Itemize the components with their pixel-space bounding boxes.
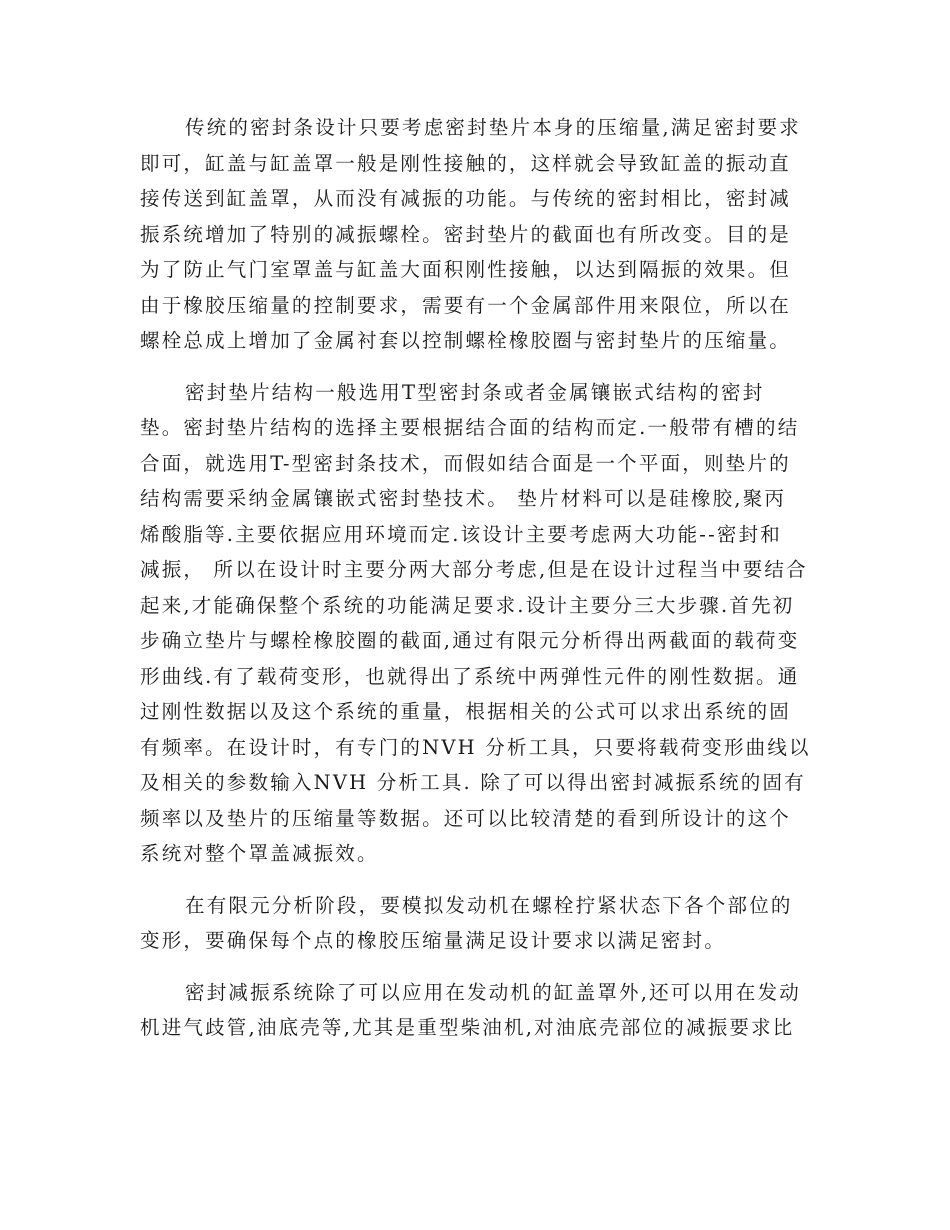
text-line: 由于橡胶压缩量的控制要求，需要有一个金属部件用来限位，所以在 <box>140 293 792 317</box>
text-line: 起来,才能确保整个系统的功能满足要求.设计主要分三大步骤.首先初 <box>140 593 795 617</box>
text-line: 密封垫片结构一般选用T型密封条或者金属镶嵌式结构的密封 <box>185 380 765 404</box>
paragraph-2 <box>140 375 820 872</box>
document-body <box>140 110 820 1062</box>
text-line: 振系统增加了特别的减振螺栓。密封垫片的截面也有所改变。目的是 <box>140 222 792 246</box>
text-line: 垫。密封垫片结构的选择主要根据结合面的结构而定.一般带有槽的结 <box>140 416 800 439</box>
text-line: 步确立垫片与螺栓橡胶圈的截面,通过有限元分析得出两截面的载荷变 <box>140 629 800 652</box>
text-line: 螺栓总成上增加了金属衬套以控制螺栓橡胶圈与密封垫片的压缩量。 <box>140 329 792 352</box>
text-line: 合面，就选用T-型密封条技术，而假如结合面是一个平面，则垫片的 <box>140 451 791 475</box>
text-line: 有频率。在设计时，有专门的NVH 分析工具，只要将载荷变形曲线以 <box>140 735 811 759</box>
paragraph-4 <box>140 975 820 1046</box>
text-line: 变形，要确保每个点的橡胶压缩量满足设计要求以满足密封。 <box>140 929 726 952</box>
text-line: 机进气歧管,油底壳等,尤其是重型柴油机,对油底壳部位的减振要求比 <box>140 1016 795 1039</box>
text-line: 烯酸脂等.主要依据应用环境而定.该设计主要考虑两大功能--密封和 <box>140 522 782 546</box>
text-line: 为了防止气门室罩盖与缸盖大面积刚性接触，以达到隔振的效果。但 <box>140 258 792 281</box>
text-line: 频率以及垫片的压缩量等数据。还可以比较清楚的看到所设计的这个 <box>140 806 792 830</box>
paragraph-3 <box>140 888 820 959</box>
text-line: 传统的密封条设计只要考虑密封垫片本身的压缩量,满足密封要求 <box>185 116 801 139</box>
text-line: 形曲线.有了载荷变形，也就得出了系统中两弹性元件的刚性数据。通 <box>140 664 800 688</box>
text-line: 减振， 所以在设计时主要分两大部分考虑,但是在设计过程当中要结合 <box>140 558 808 581</box>
text-line: 接传送到缸盖罩，从而没有减振的功能。与传统的密封相比，密封减 <box>140 187 792 210</box>
text-line: 密封减振系统除了可以应用在发动机的缸盖罩外,还可以用在发动 <box>185 980 801 1004</box>
text-line: 在有限元分析阶段，要模拟发动机在螺栓拧紧状态下各个部位的 <box>185 893 793 917</box>
text-line: 结构需要采纳金属镶嵌式密封垫技术。 垫片材料可以是硅橡胶,聚丙 <box>140 487 787 510</box>
text-line: 及相关的参数输入NVH 分析工具. 除了可以得出密封减振系统的固有 <box>140 771 806 794</box>
text-line: 系统对整个罩盖减振效。 <box>140 842 379 865</box>
text-line: 过刚性数据以及这个系统的重量，根据相关的公式可以求出系统的固 <box>140 700 792 723</box>
paragraph-1 <box>140 110 820 359</box>
text-line: 即可，缸盖与缸盖罩一般是刚性接触的，这样就会导致缸盖的振动直 <box>140 151 792 175</box>
